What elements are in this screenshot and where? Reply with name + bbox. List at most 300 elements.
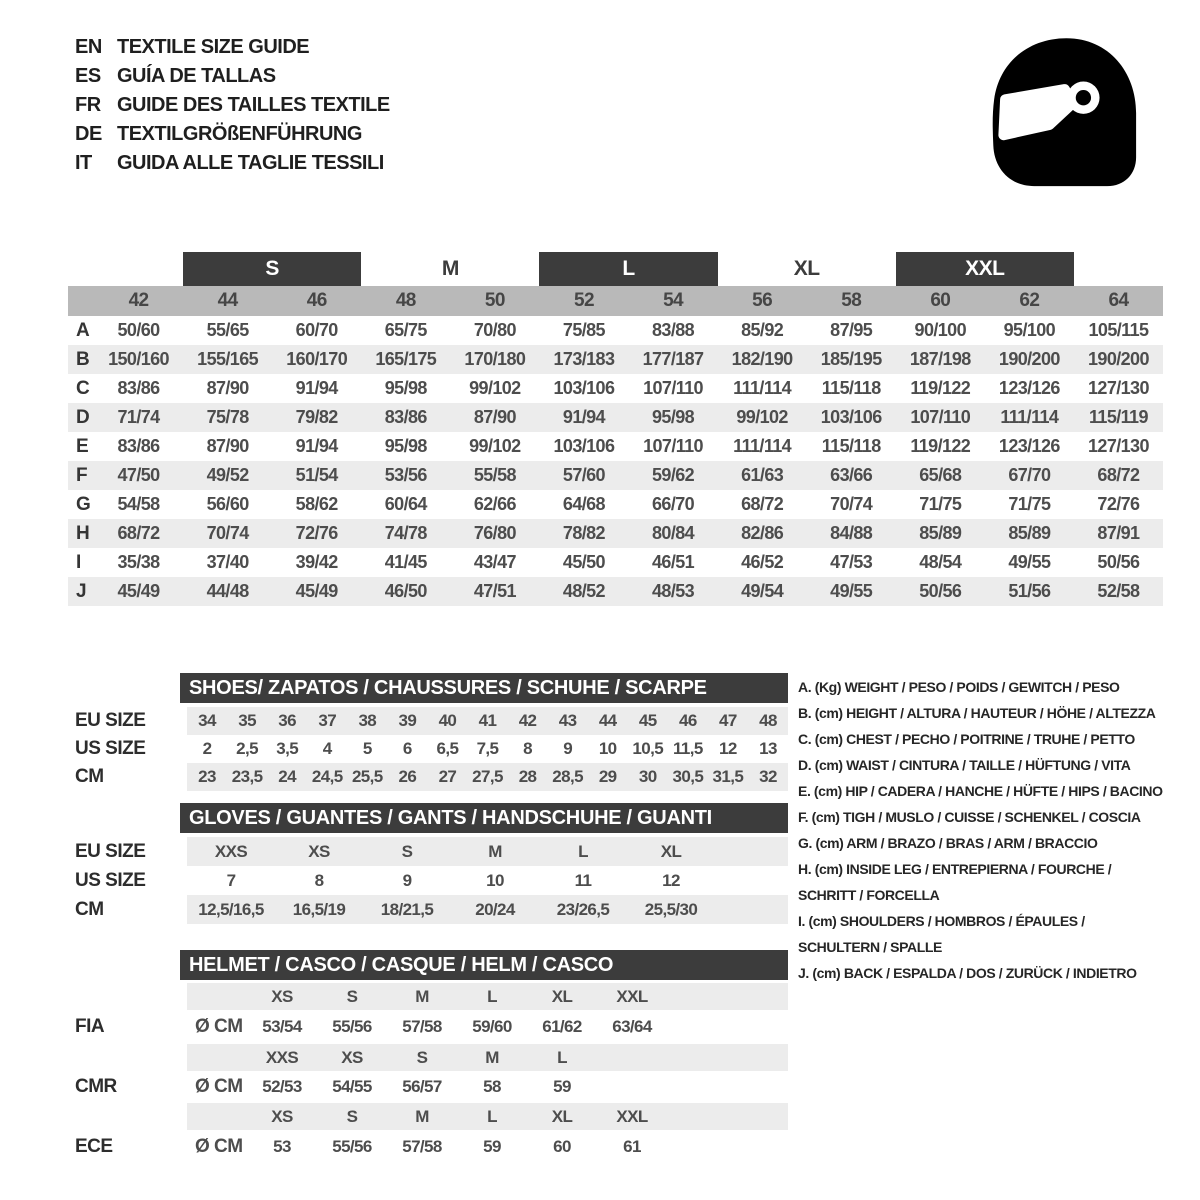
numeric-size-header: 50 (484, 290, 505, 311)
helmet-size-value: 61 (623, 1137, 641, 1156)
shoes-value: 36 (278, 711, 297, 730)
measurement-value: 105/115 (1088, 320, 1149, 340)
gloves-row-values (187, 837, 788, 866)
measurement-value: 37/40 (206, 552, 249, 572)
size-group-header-row (68, 252, 1163, 286)
shoes-value: 23 (198, 767, 216, 786)
measurement-row-g (68, 490, 1163, 519)
language-code: ES (75, 65, 101, 87)
helmet-unit-spacer (187, 983, 247, 1010)
language-row (75, 91, 390, 120)
helmet-size-label: M (415, 1106, 429, 1126)
measurement-row-label: F (76, 464, 88, 486)
shoes-row-label: EU SIZE (75, 710, 146, 731)
helmet-sizes-row-spacer (68, 1103, 187, 1130)
measurement-value: 83/88 (652, 320, 695, 340)
shoes-value: 46 (678, 711, 697, 730)
gloves-rows (68, 837, 788, 924)
helmet-values-row-fia (68, 1010, 788, 1044)
measurement-value: 46/52 (741, 552, 784, 572)
gloves-section-title: GLOVES / GUANTES / GANTS / HANDSCHUHE / GUANTI (180, 803, 788, 833)
helmet-size-value: 60 (553, 1137, 571, 1156)
legend-line: SCHRITT / FORCELLA (798, 887, 940, 903)
helmet-section-title: HELMET / CASCO / CASQUE / HELM / CASCO (180, 950, 788, 980)
measurement-value: 83/86 (384, 407, 427, 427)
measurement-value: 74/78 (384, 523, 427, 543)
textile-size-table (68, 252, 1163, 606)
measurement-value: 187/198 (909, 349, 971, 369)
gloves-row-values (187, 866, 788, 895)
helmet-sizes-values (187, 1044, 788, 1071)
guide-title: GUIDE DES TAILLES TEXTILE (117, 94, 390, 116)
shoes-size-table (68, 673, 788, 791)
measurement-value: 119/122 (910, 436, 971, 456)
measurement-value: 47/50 (117, 465, 160, 485)
measurement-value: 46/50 (384, 581, 427, 601)
measurement-value: 90/100 (914, 320, 967, 340)
shoes-value: 24,5 (311, 767, 343, 786)
helmet-size-value: 53 (273, 1137, 291, 1156)
shoes-value: 32 (759, 767, 777, 786)
helmet-size-value: 57/58 (402, 1017, 442, 1036)
helmet-size-label: XXS (265, 1047, 299, 1067)
measurement-value: 44/48 (206, 581, 249, 601)
gloves-value: 25,5/30 (644, 899, 698, 919)
legend-line: SCHULTERN / SPALLE (798, 939, 942, 955)
measurement-value: 87/95 (830, 320, 873, 340)
measurement-row-label: C (76, 377, 90, 399)
shoes-value: 29 (598, 767, 617, 786)
helmet-size-label (597, 1044, 667, 1071)
helmet-size-value: 53/54 (262, 1017, 302, 1036)
shoes-row-values (187, 707, 788, 735)
measurement-value: 35/38 (117, 552, 160, 572)
helmet-size-value: 63/64 (612, 1017, 652, 1036)
measurement-value: 54/58 (117, 494, 160, 514)
measurement-value: 103/106 (820, 407, 882, 427)
helmet-unit-label: Ø CM (195, 1016, 243, 1037)
gloves-row (68, 837, 788, 866)
helmet-size-value: 61/62 (542, 1017, 582, 1036)
shoes-value: 13 (759, 739, 777, 758)
measurement-row-j (68, 577, 1163, 606)
shoes-value: 44 (598, 711, 617, 730)
gloves-value: 9 (402, 870, 412, 890)
shoes-value: 6,5 (436, 739, 459, 758)
helmet-size-label: M (485, 1047, 499, 1067)
numeric-size-header: 42 (128, 290, 149, 311)
helmet-standard-values (187, 1071, 788, 1103)
helmet-size-label: XS (271, 986, 293, 1006)
measurement-value: 82/86 (741, 523, 784, 543)
measurement-value: 115/118 (821, 378, 881, 398)
shoes-value: 4 (322, 739, 332, 758)
shoes-value: 7,5 (476, 739, 499, 758)
helmet-size-label: XL (551, 1106, 573, 1126)
measurement-value: 61/63 (741, 465, 784, 485)
measurement-value: 68/72 (1097, 465, 1140, 485)
gloves-value: XXS (214, 841, 248, 861)
measurement-row-f (68, 461, 1163, 490)
measurement-value: 48/52 (562, 581, 605, 601)
legend-line: A. (Kg) WEIGHT / PESO / POIDS / GEWITCH / PESO (798, 679, 1120, 695)
measurement-value: 123/126 (998, 436, 1060, 456)
language-code: DE (75, 123, 102, 145)
measurement-value: 45/50 (562, 552, 605, 572)
measurement-value: 55/65 (206, 320, 249, 340)
measurement-value: 45/49 (295, 581, 338, 601)
helmet-size-label: XXL (616, 986, 648, 1006)
helmet-rows (68, 983, 788, 1164)
shoes-value: 42 (518, 711, 537, 730)
measurement-value: 58/62 (295, 494, 338, 514)
measurement-row-b (68, 345, 1163, 374)
helmet-standard-values (187, 1010, 788, 1044)
shoes-value: 10 (598, 739, 617, 758)
helmet-size-value: 52/53 (262, 1077, 302, 1096)
helmet-size-label: L (487, 1106, 497, 1126)
measurement-row-label: A (76, 319, 90, 341)
shoes-value: 41 (478, 711, 497, 730)
measurement-value: 103/106 (553, 378, 615, 398)
shoes-row-label: US SIZE (75, 738, 146, 759)
helmet-values-row-cmr (68, 1071, 788, 1103)
gloves-row-label: EU SIZE (75, 840, 146, 862)
measurement-value: 111/114 (733, 378, 792, 398)
helmet-size-label: S (346, 1106, 358, 1126)
size-group-xxl: XXL (896, 252, 1074, 286)
helmet-size-label: XL (551, 986, 573, 1006)
measurement-value: 84/88 (830, 523, 873, 543)
shoes-value: 30 (638, 767, 657, 786)
measurement-value: 75/85 (562, 320, 605, 340)
shoes-value: 35 (238, 711, 256, 730)
measurement-value: 91/94 (562, 407, 605, 427)
gloves-row (68, 866, 788, 895)
measurement-row-label: D (76, 406, 90, 428)
helmet-sizes-row-spacer (68, 983, 187, 1010)
gloves-value: 18/21,5 (380, 899, 434, 919)
measurement-value: 95/98 (652, 407, 695, 427)
helmet-size-value: 59 (553, 1077, 571, 1096)
measurement-row-label: E (76, 435, 89, 457)
measurement-value: 70/74 (830, 494, 873, 514)
shoes-value: 37 (318, 711, 337, 730)
measurement-value: 47/51 (473, 581, 516, 601)
measurement-value: 91/94 (295, 378, 338, 398)
measurement-row-i (68, 548, 1163, 577)
measurement-row-label: J (76, 580, 87, 602)
measurement-value: 173/183 (553, 349, 615, 369)
numeric-size-header: 62 (1019, 290, 1040, 311)
measurement-value: 47/53 (830, 552, 873, 572)
shoes-value: 47 (719, 711, 737, 730)
helmet-size-label: S (416, 1047, 428, 1067)
shoes-rows (68, 707, 788, 791)
measurement-value: 83/86 (117, 436, 160, 456)
helmet-size-label: M (415, 986, 429, 1006)
gloves-row-label: US SIZE (75, 869, 146, 891)
gloves-value: 7 (226, 870, 236, 890)
shoes-value: 27,5 (472, 767, 503, 786)
shoes-row (68, 735, 788, 763)
shoes-value: 31,5 (712, 767, 744, 786)
guide-title: GUIDA ALLE TAGLIE TESSILI (117, 152, 384, 174)
helmet-size-value: 55/56 (332, 1017, 372, 1036)
measurement-value: 111/114 (1000, 407, 1059, 427)
shoes-value: 40 (438, 711, 457, 730)
helmet-size-label: XS (271, 1106, 293, 1126)
measurement-row-h (68, 519, 1163, 548)
measurement-row-label: H (76, 522, 90, 544)
size-group-xl: XL (793, 257, 820, 280)
measurement-value: 107/110 (910, 407, 971, 427)
gloves-size-table (68, 803, 788, 924)
measurement-value: 87/90 (473, 407, 516, 427)
legend-line: B. (cm) HEIGHT / ALTURA / HAUTEUR / HÖHE / ALTEZZA (798, 705, 1156, 721)
measurement-value: 60/64 (384, 494, 427, 514)
measurement-value: 99/102 (469, 436, 521, 456)
guide-title: GUÍA DE TALLAS (117, 65, 276, 87)
measurement-value: 79/82 (295, 407, 338, 427)
helmet-size-value: 55/56 (332, 1137, 372, 1156)
language-code: FR (75, 94, 101, 116)
helmet-unit-label: Ø CM (195, 1076, 243, 1097)
measurement-value: 53/56 (384, 465, 427, 485)
measurement-value: 49/54 (741, 581, 784, 601)
helmet-size-table (68, 950, 788, 1164)
language-row (75, 62, 390, 91)
measurement-value: 185/195 (820, 349, 882, 369)
legend-line: I. (cm) SHOULDERS / HOMBROS / ÉPAULES / (798, 913, 1085, 929)
shoes-value: 30,5 (672, 767, 704, 786)
measurement-legend (798, 674, 1200, 986)
helmet-standard-label: ECE (75, 1136, 113, 1157)
measurement-value: 83/86 (117, 378, 160, 398)
measurement-row-d (68, 403, 1163, 432)
numeric-size-header: 44 (217, 290, 238, 311)
measurement-value: 59/62 (652, 465, 695, 485)
measurement-value: 49/52 (206, 465, 249, 485)
helmet-standard-values (187, 1130, 788, 1164)
helmet-sizes-row-spacer (68, 1044, 187, 1071)
measurement-value: 72/76 (295, 523, 338, 543)
measurement-value: 99/102 (736, 407, 788, 427)
measurement-value: 119/122 (910, 378, 971, 398)
size-group-l: L (539, 252, 717, 286)
guide-title: TEXTILGRÖßENFÜHRUNG (117, 123, 362, 145)
legend-line: F. (cm) TIGH / MUSLO / CUISSE / SCHENKEL / COSCIA (798, 809, 1141, 825)
measurement-value: 72/76 (1097, 494, 1140, 514)
numeric-size-header: 54 (663, 290, 683, 311)
shoes-value: 3,5 (276, 739, 299, 758)
measurement-value: 68/72 (741, 494, 784, 514)
measurement-value: 91/94 (295, 436, 338, 456)
measurement-value: 190/200 (998, 349, 1060, 369)
shoes-section-title: SHOES/ ZAPATOS / CHAUSSURES / SCHUHE / SCARPE (180, 673, 788, 703)
measurement-value: 80/84 (652, 523, 695, 543)
measurement-value: 43/47 (473, 552, 516, 572)
measurement-value: 155/165 (197, 349, 259, 369)
measurement-value: 87/91 (1097, 523, 1140, 543)
helmet-size-value: 59/60 (472, 1017, 512, 1036)
measurement-row-label: B (76, 348, 90, 370)
measurement-row-a (68, 316, 1163, 345)
measurement-value: 127/130 (1088, 436, 1149, 456)
helmet-sizes-row-cmr (68, 1044, 788, 1071)
numeric-size-header: 56 (752, 290, 773, 311)
gloves-value: M (488, 841, 502, 861)
shoes-value: 25,5 (351, 767, 383, 786)
shoes-value: 38 (358, 711, 377, 730)
shoes-value: 9 (563, 739, 573, 758)
measurement-value: 51/56 (1008, 581, 1051, 601)
shoes-value: 11,5 (672, 739, 703, 758)
measurement-value: 48/53 (652, 581, 695, 601)
measurement-value: 127/130 (1088, 378, 1149, 398)
measurement-value: 46/51 (652, 552, 695, 572)
shoes-value: 5 (362, 739, 372, 758)
shoes-value: 12 (719, 739, 737, 758)
gloves-value: XL (660, 841, 682, 861)
helmet-size-value: 54/55 (332, 1077, 372, 1096)
measurement-value: 115/119 (1089, 407, 1148, 427)
gloves-value: 20/24 (475, 899, 515, 919)
measurement-value: 170/180 (464, 349, 526, 369)
measurement-value: 65/68 (919, 465, 962, 485)
helmet-values-row-ece (68, 1130, 788, 1164)
measurement-value: 70/80 (473, 320, 516, 340)
measurement-row-label: G (76, 493, 91, 515)
shoes-value: 2,5 (236, 739, 259, 758)
measurement-value: 150/160 (108, 349, 169, 369)
language-row (75, 33, 390, 62)
language-row (75, 120, 390, 149)
measurement-value: 107/110 (643, 436, 703, 456)
measurement-value: 71/75 (1008, 494, 1051, 514)
gloves-row-label: CM (75, 898, 104, 920)
gloves-row (68, 895, 788, 924)
measurement-value: 65/75 (384, 320, 427, 340)
measurement-value: 39/42 (295, 552, 338, 572)
numeric-size-header: 58 (841, 290, 862, 311)
legend-line: H. (cm) INSIDE LEG / ENTREPIERNA / FOURCHE / (798, 861, 1112, 877)
numeric-size-header-row (68, 286, 1163, 316)
language-title-list (75, 33, 390, 178)
measurement-row-e (68, 432, 1163, 461)
shoes-value: 6 (402, 739, 412, 758)
shoes-value: 26 (398, 767, 417, 786)
measurement-value: 76/80 (473, 523, 516, 543)
measurement-value: 60/70 (295, 320, 338, 340)
measurement-value: 111/114 (733, 436, 792, 456)
numeric-size-header: 48 (395, 290, 416, 311)
measurement-value: 52/58 (1097, 581, 1140, 601)
measurement-value: 103/106 (553, 436, 615, 456)
shoes-value: 28 (518, 767, 537, 786)
measurement-value: 57/60 (562, 465, 605, 485)
measurement-value: 50/60 (117, 320, 160, 340)
shoes-value: 48 (759, 711, 777, 730)
gloves-value: L (578, 841, 588, 861)
measurement-value: 64/68 (562, 494, 605, 514)
helmet-size-label: S (346, 986, 358, 1006)
shoes-value: 28,5 (552, 767, 583, 786)
helmet-standard-label: FIA (75, 1016, 105, 1037)
gloves-value: 11 (574, 870, 592, 890)
helmet-sizes-row-ece (68, 1103, 788, 1130)
measurement-row-label: I (76, 551, 82, 573)
measurement-value: 50/56 (1097, 552, 1140, 572)
helmet-size-label: L (557, 1047, 567, 1067)
shoes-row-values (187, 735, 788, 763)
measurement-value: 56/60 (206, 494, 249, 514)
legend-line: D. (cm) WAIST / CINTURA / TAILLE / HÜFTUNG / VITA (798, 757, 1131, 773)
helmet-sizes-values (187, 1103, 788, 1130)
guide-title: TEXTILE SIZE GUIDE (117, 36, 310, 58)
shoes-row (68, 707, 788, 735)
gloves-value: 10 (486, 870, 504, 890)
measurement-value: 50/56 (919, 581, 962, 601)
measurement-value: 67/70 (1008, 465, 1051, 485)
shoes-row (68, 763, 788, 791)
measurement-value: 182/190 (731, 349, 793, 369)
helmet-unit-spacer (187, 1044, 247, 1071)
measurement-value: 107/110 (643, 378, 703, 398)
shoes-value: 45 (638, 711, 657, 730)
helmet-size-label: XXL (616, 1106, 648, 1126)
helmet-size-value: 59 (483, 1137, 501, 1156)
shoes-value: 39 (398, 711, 417, 730)
measurement-value: 70/74 (206, 523, 249, 543)
numeric-size-header: 46 (306, 290, 327, 311)
measurement-value: 99/102 (469, 378, 521, 398)
shoes-value: 10,5 (632, 739, 664, 758)
gloves-row-values (187, 895, 788, 924)
shoes-value: 34 (198, 711, 216, 730)
measurement-value: 165/175 (375, 349, 437, 369)
measurement-value: 63/66 (830, 465, 873, 485)
language-code: IT (75, 152, 92, 174)
numeric-size-header: 60 (930, 290, 951, 311)
numeric-header-spacer (68, 286, 94, 316)
measurement-value: 87/90 (206, 378, 249, 398)
shoes-row-values (187, 763, 788, 791)
measurement-value: 75/78 (206, 407, 249, 427)
measurement-value: 66/70 (652, 494, 695, 514)
gloves-value: 8 (314, 870, 324, 890)
helmet-size-label: L (487, 986, 497, 1006)
helmet-sizes-values (187, 983, 788, 1010)
measurement-value: 85/92 (741, 320, 784, 340)
language-code: EN (75, 36, 102, 58)
measurement-value: 71/74 (117, 407, 160, 427)
measurement-value: 62/66 (473, 494, 516, 514)
measurement-value: 85/89 (919, 523, 962, 543)
legend-line: C. (cm) CHEST / PECHO / POITRINE / TRUHE / PETTO (798, 731, 1135, 747)
helmet-size-value: 56/57 (402, 1077, 442, 1096)
gloves-value: 12 (662, 870, 680, 890)
measurement-value: 87/90 (206, 436, 249, 456)
shoes-value: 8 (523, 739, 532, 758)
legend-line: G. (cm) ARM / BRAZO / BRAS / ARM / BRACCIO (798, 835, 1098, 851)
measurement-value: 41/45 (384, 552, 427, 572)
measurement-value: 177/187 (642, 349, 704, 369)
measurement-value: 48/54 (919, 552, 962, 572)
helmet-size-value: 58 (483, 1077, 501, 1096)
shoes-value: 24 (278, 767, 297, 786)
helmet-size-label: XS (341, 1047, 363, 1067)
